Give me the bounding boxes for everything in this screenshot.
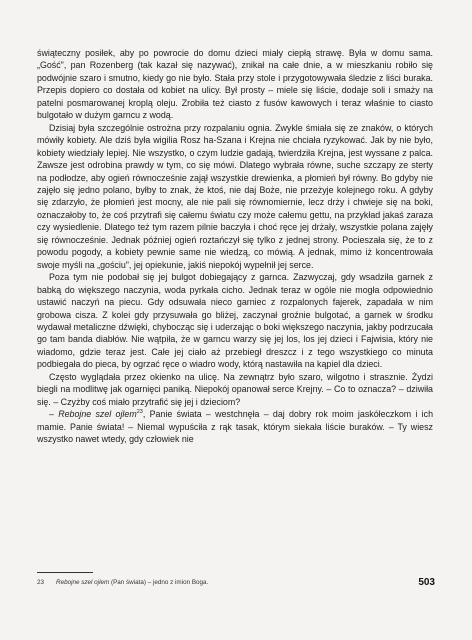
footnote-italic: Rebojne szel ojlem <box>56 579 110 586</box>
footnote-text: (Pan świata) – jedno z imion Boga. <box>109 579 209 586</box>
paragraph-5 <box>37 408 433 445</box>
italic-phrase: Rebojne szel ojlem <box>58 409 137 420</box>
paragraph-2: Dzisiaj była szczególnie ostrożna przy rozpalaniu ognia. Zwykle śmiała się ze znaków, o których mówiły kobiety. Ale dziś była wigilia Rosz ha-Szana i Krejna nie chciała ryzykować. Jak by nie było, kobiety wiedziały lepiej. Nie wszystko, o czym ludzie gadają, twierdziła Krejna, jest wyssane z palca. Zawsze jest odrobina prawdy w tym, co się mówi. Dlatego wybrała równe, suche szczapy ze sterty na podłodze, aby ogień równocześnie zajął wszystkie drewienka, a płomień był równy. Bo gdyby nie zajęło się jedno polano, byłby to znak, że ktoś, nie daj Boże, nie przeżyje kolejnego roku. A gdyby się zdarzyło, że płomień jest mocny, ale nie pali się równomiernie, lecz drży i chwieje się na boki, oznaczałoby to, że coś przytrafi się całemu światu czy może całemu gettu, na przykład jakaś zaraza czy wysiedlenie. Dlatego też tym razem pilnie baczyła i choć ręce jej drżały, wszystkie polana zajęły się równocześnie. Jednak później ogień roztańczył się tylko z jednej strony. Pocieszała się, że to z powodu pogody, a kobiety pewnie same nie wiedzą, co mówią. A jednak, mimo iż koncentrowała swoje myśli na „gościu", jej opiekunie, jakiś niepokój wypełnił jej serce. <box>37 122 433 270</box>
paragraph-5-text: , Panie świata – westchnęła – daj dobry rok moim jaskółeczkom i ich mamie. Panie świata! – Niemal wypuściła z rąk tasak, którym siekała liście buraków. – Ty wiesz wszystko nawet wtedy, gdy człowiek nie <box>37 409 434 445</box>
footnote <box>37 579 417 587</box>
paragraph-1: świąteczny posiłek, aby po powrocie do domu dzieci miały ciepłą strawę. Była w domu sama. „Gość", pan Rozenberg (tak kazał się nazywać), znikał na całe dnie, a w mieszkaniu robiło się podwójnie szaro i smutno, kiedy go nie było. Stała przy stole i przygotowywała śledzie z liści buraka. Przepis dopiero co dostała od kobiet na ulicy. Był prosty – miele się liście, dodaje soli i smaży na patelni posmarowanej kroplą oleju. Zrobiła też ciasto z fusów kawowych i teraz właśnie to ciasto bulgotało w dużym garncu z wodą. <box>37 48 433 121</box>
paragraph-4: Często wyglądała przez okienko na ulicę. Na zewnątrz było szaro, wilgotno i strasznie. Żydzi biegli na modlitwę jak ogarnięci paniką. Niepokój opanował serce Krejny. – Co to oznacza? – dziwiła się. – Czyżby coś miało przytrafić się jej i dzieciom? <box>37 371 433 407</box>
footnote-ref: 23 <box>136 409 143 416</box>
body-text <box>37 47 433 446</box>
footnote-number: 23 <box>37 579 45 586</box>
paragraph-3: Poza tym nie podobał się jej bulgot dobiegający z garnca. Zazwyczaj, gdy wsadziła garnek z babką do większego naczynia, woda pyrkała cicho. Jednak teraz w ogóle nie mogła odpowiednio ustawić naczyń na piecu. Gdy odsuwała nieco garniec z rozpalonych fajerek, zapadała w nim grobowa cisza. Z kolei gdy przysuwała go bliżej, zaczynał groźnie bulgotać, a garnek w środku wydawał metaliczne dźwięki, chybocząc się i uderzając o boki większego naczynia, jakby podrzucała go tam banda diabłów. Nie wątpiła, że w garncu warzy się jej los, los jej dzieci i Fajwisia, który nie wiadomo, gdzie teraz jest. Całe jej ciało aż przebiegł dreszcz i z tego wszystkiego co minuta podbiegała do pieca, by ogrzać ręce o wiadro wody, którą nastawiła na kąpiel dla dzieci. <box>37 272 433 370</box>
footnote-separator <box>37 572 93 573</box>
page-number: 503 <box>418 577 435 588</box>
dialogue-dash: – <box>49 409 59 420</box>
